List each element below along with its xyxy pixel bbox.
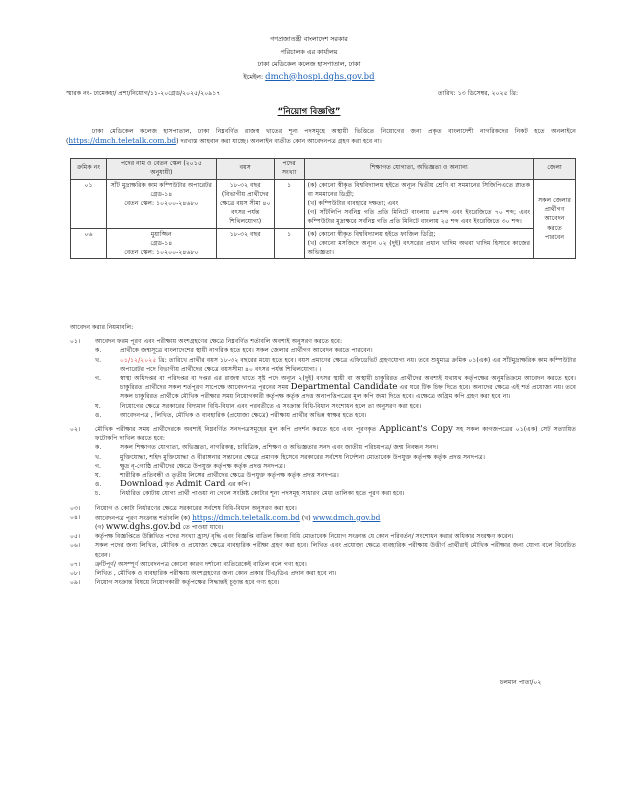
age-cell: ১৮-৩২ বছর [216, 228, 274, 259]
qualification-item: (ক) কোনো স্বীকৃত বিশ্ববিদ্যালয় হইতে ফাজিল ডিগ্রি; [307, 230, 436, 238]
rule-text: নিয়োগ সংক্রান্ত বিষয়ে নিয়োগকারী কর্তৃপক্ষের সিদ্ধান্তই চূড়ান্ত হবে গণ্য হবে। [95, 579, 280, 587]
item-letter: ঙ. [95, 481, 102, 489]
rule-3 [70, 504, 576, 513]
rules-heading: আবেদন করার নিয়মাবলি: [70, 324, 134, 331]
page-title: “নিয়োগ বিজ্ঞপ্তি” [277, 107, 341, 117]
age-note: (বিভাগীয় প্রার্থীদের ক্ষেত্রে বয়স সীমা ৪০ বৎসর পর্যন্ত শিথিলযোগ্য) [219, 190, 271, 226]
vacancy-table [70, 158, 576, 259]
rule-text-part: (খ) [299, 514, 313, 522]
rule-8 [70, 569, 576, 578]
rule-text: লিখিত , মৌখিক ও ব্যবহারিক পরীক্ষায় অংশগ্রহণের জন্য কোন প্রকার টিএ/ডিএ প্রদান করা হবে না। [95, 570, 337, 578]
item-text: সকল শিক্ষাগত যোগ্যতা, অভিজ্ঞতা, নাগরিকত্ব, চারিত্রিক, প্রশিক্ষণ ও অভিজ্ঞতার সনদ এবং জাতীয় পরিচয়পত্র/ জন্ম নিবন্ধন সনদ। [120, 444, 439, 452]
teletalk-link[interactable]: https://dmch.teletalk.com.bd [192, 512, 300, 522]
office-name: পরিচালক এর কার্যালয় [280, 47, 338, 56]
rule-text: ত্রুটিপূর্ণ/ অসম্পূর্ণ আবেদনপত্র কোনো কারণ দর্শানো ব্যতিরেকেই বাতিল বলে গণ্য হবে। [95, 560, 307, 568]
item-letter: ক. [95, 444, 102, 452]
rule-number: ০৫। [70, 533, 81, 541]
rule-9 [70, 578, 576, 587]
serial-cell: ০১ [71, 179, 107, 228]
rule-text: সকল পদের জন্য লিখিত, মৌখিক ও প্রযোজ্য ক্ষেত্রে ব্যবহারিক পরীক্ষা গ্রহণ করা হবে। লিখিত এবং প্রযোজ্য ক্ষেত্রে ব্যবহারিক পরীক্ষায় উত্তীর্ণ প্রার্থীরাই মৌখিক পরীক্ষার জন্য যোগ্য বলে বিবেচিত হবেন। [95, 542, 576, 559]
serial-cell: ০৬ [71, 228, 107, 259]
col-serial: ক্রমিক নং [71, 159, 107, 180]
rule-text: আবেদন ফরম পূরণ এবং পরীক্ষায় অংশগ্রহণের ক্ষেত্রে নিম্নবর্ণিত শর্তাবলি অবশ্যই অনুসরণ করতে হবে: [95, 338, 343, 346]
rule-text-part: মৌখিক পরীক্ষার সময় প্রার্থীদেরকে অবশ্যই নিম্নবর্ণিত সনদপত্রসমূহের মূল কপি প্রদর্শন করতে হবে এবং পূরণকৃত [95, 426, 380, 434]
rule-number: ০৩। [70, 504, 81, 512]
rule-2-item [70, 443, 576, 452]
intro-text-end: ) দরখাস্ত আহবান করা যাচ্ছে। অনলাইন ব্যতীত কোন আবেদনপত্র গ্রহণ করা হবে না। [176, 138, 382, 146]
item-text-rest: খ্রি: তারিখে প্রার্থীর বয়স ১৮-৩২ বছরের মধ্যে হতে হবে। বয়স প্রমাণের ক্ষেত্রে এফিডেভিট গ্রহণযোগ্য নয়। তবে শুধুমাত্র ক্রমিক ০১(এক) এর সাঁটমুদ্রাক্ষরিক কাম কম্পিউটার অপারেটর পদে বিভাগীয় প্রার্থীদের ক্ষেত্রে বয়সসীমা ৪০ বৎসর পর্যন্ত শিথিলযোগ্য। । [120, 356, 576, 373]
count-cell: ১ [274, 179, 304, 228]
district-cell: সকল জেলার প্রার্থীগণ আবেদন করতে পারবেন [534, 179, 576, 259]
rule-2-item [70, 489, 576, 498]
download-term: Download [120, 479, 164, 490]
post-name: মুয়াজ্জিন [150, 230, 172, 238]
pay-scale: বেতন স্কেল: ১০২০০-২৪৬৮০ [124, 200, 199, 207]
rule-1-item [70, 402, 576, 411]
email-link[interactable]: dmch@hospi.dghs.gov.bd [265, 71, 375, 82]
item-letter: খ. [95, 356, 102, 364]
item-text [120, 480, 576, 489]
qualification-cell [304, 179, 533, 228]
rule-text [95, 513, 576, 532]
rule-1-item [70, 356, 576, 374]
count-cell: ১ [274, 228, 304, 259]
item-text-part: স্বাস্থ্য অধিদপ্তর বা পরিদপ্তর বা দপ্তর এর রাজস্ব খাতে সৃষ্ট পদে অন্যূন ২(দুই) বৎসর স্থায়ী বা অস্থায়ী চাকুরিরত প্রার্থীদের অবশ্যই যথাযথ কর্তৃপক্ষের অনুমতিক্রমে আবেদন করতে হবে। চাকুরিরত প্রার্থীদের সকল শর্তপূরণ সাপেক্ষে আবেদনপত্র পূরনের সময় [120, 375, 576, 392]
rule-1 [70, 337, 576, 346]
cutoff-date: ০১/১২/২০২৫ [120, 356, 157, 364]
issue-date: তারিখ: ১৩ ডিসেম্বর, ২০২৫ খ্রি: [438, 90, 519, 97]
rule-text-part: (গ) [95, 524, 106, 532]
item-text: প্রার্থীকে জন্মসূত্রে বাংলাদেশের স্থায়ী নাগরিক হতে হবে। সকল জেলার প্রার্থীগণ আবেদন করতে পারবেন। [120, 347, 373, 355]
item-text-part: এর ঘরে টিক চিহ্ন দিতে হবে। অন্যদের ক্ষেত্রে এই শর্ত প্রযোজ্য নয়। তবে সকল চাকুরিরত প্রার্থীকে মৌখিক পরীক্ষার সময় নিয়োগকারী কর্তৃপক্ষ কর্তৃক প্রদত্ত অনাপত্তিপত্রের মূল কপি জমা দিতে হবে। এক্ষেত্রে অগ্রিম কপি গ্রহণ করা হবে না। [120, 384, 577, 401]
item-letter: ঙ. [95, 411, 102, 419]
teletalk-link[interactable]: https://dmch.teletalk.com.bd [68, 136, 177, 146]
memo-number: স্মারক নং- ঢামেকহা/ প্রশা/নিয়োগ/১১-২০গ্রেড/২০২৫/২০৯১৭ [66, 90, 221, 97]
item-letter: ঘ. [95, 472, 101, 480]
item-text [120, 356, 576, 374]
qualification-item: (খ) কোনো মসজিদে অন্যূন ০২ (দুই) বৎসরের প্রধান খাদিম অথবা খাদিম হিসাবে কাজের অভিজ্ঞতা। [307, 239, 531, 257]
applicant-copy-term: Applicant's Copy [379, 424, 453, 435]
rule-1-item [70, 411, 576, 420]
grade: গ্রেড-১৪ [150, 190, 173, 198]
item-letter: ঘ. [95, 402, 101, 410]
govt-name: গণপ্রজাতন্ত্রী বাংলাদেশ সরকার [270, 35, 348, 43]
item-letter: গ. [95, 462, 102, 470]
rules-section [70, 323, 576, 587]
item-letter: চ. [95, 490, 101, 498]
qualification-item: (ক) কোনো স্বীকৃত বিশ্ববিদ্যালয় হইতে অন্যূন দ্বিতীয় শ্রেণি বা সমমানের সিজিপিএতে স্নাতক বা সমমানের ডিগ্রী; [307, 181, 531, 198]
intro-paragraph [66, 127, 576, 146]
email-line [0, 71, 618, 84]
rule-number: ০২। [70, 426, 81, 434]
continued-page-note: চলমান পাতা/০২ [500, 679, 542, 686]
rule-2-item [70, 480, 576, 489]
item-text: শারীরিক প্রতিবন্ধী ও তৃতীয় লিঙ্গের প্রার্থীদের ক্ষেত্রে উপযুক্ত কর্তৃপক্ষ কর্তৃক প্রদত্ত সনদপত্র। [120, 472, 339, 480]
qualification-cell [304, 228, 533, 259]
item-text: মুক্তিযোদ্ধা, শহিদ মুক্তিযোদ্ধা ও বীরাঙ্গনার সন্তানের ক্ষেত্রে প্রমাণক হিসেবে সরকারের সর্বশেষ নির্দেশনা মোতাবেক উপযুক্ত কর্তৃপক্ষ কর্তৃক প্রদত্ত সনদপত্র। [120, 453, 485, 461]
rule-4 [70, 513, 576, 532]
table-row [71, 179, 576, 228]
col-post: পদের নাম ও বেতন স্কেল (২০১৫ অনুযায়ী) [106, 159, 216, 180]
table-header-row [71, 159, 576, 180]
dmch-website-link[interactable]: www.dmch.gov.bd [312, 512, 381, 522]
item-letter: খ. [95, 453, 102, 461]
item-text-part: এর কপি। [225, 481, 251, 489]
rule-number: ০৬। [70, 542, 81, 550]
rule-2-item [70, 453, 576, 462]
letterhead [0, 33, 618, 83]
rule-2 [70, 425, 576, 443]
rule-number: ০৯। [70, 579, 81, 587]
post-cell [106, 228, 216, 259]
rule-number: ০৪। [70, 513, 81, 521]
age-range: ১৮-৩২ বছর [229, 181, 261, 189]
grade: গ্রেড-১৪ [150, 239, 173, 247]
rule-2-item [70, 462, 576, 471]
admit-card-term: Admit Card [175, 479, 226, 490]
rule-text-part: সহ সকল কাগজপত্রের ০১(এক) সেট সত্যায়িত ফটোকপি দাখিল করতে হবে: [95, 426, 577, 443]
col-count: পদের সংখ্যা [274, 159, 304, 180]
rule-text [95, 425, 576, 443]
item-letter: ক. [95, 347, 102, 355]
item-text-part: কৃত [163, 481, 176, 489]
rule-5 [70, 532, 576, 541]
dghs-website-link[interactable]: www.dghs.gov.bd [105, 522, 181, 533]
rule-text: কর্তৃপক্ষ বিজ্ঞপ্তিতে উল্লিখিত পদের সংখ্যা হ্রাস/ বৃদ্ধি এবং বিজ্ঞপ্তি বাতিল কিংবা বিধি মোতাবেক নিয়োগ সংক্রান্ত যে কোন পরিবর্তন/ সংশোধন করার অধিকার সংরক্ষণ করেন। [95, 533, 514, 541]
rule-text-part: তে পাওয়া যাবে। [180, 524, 224, 532]
rule-6 [70, 541, 576, 559]
col-district: জেলা [534, 159, 576, 180]
col-qualification: শিক্ষাগত যোগ্যতা, অভিজ্ঞতা ও অন্যান্য [304, 159, 533, 180]
rule-7 [70, 560, 576, 569]
departmental-candidate-term: Departmental Candidate [290, 382, 398, 393]
intro-text: ঢাকা মেডিকেল কলেজ হাসপাতাল, ঢাকা নিম্নবর্ণিত রাজস্ব খাতের শূন্য পদসমূহে অস্থায়ী ভিত্তিতে নিয়োগের জন্য প্রকৃত বাংলাদেশী নাগরিকদের নিকট হতে অনলাইনে ( [66, 128, 576, 146]
email-label: ইমেইল: [243, 72, 264, 81]
post-name: সাঁট মুদ্রাক্ষরিক কাম কম্পিউটার অপারেটর [110, 181, 212, 189]
qualification-item: (খ) কম্পিউটার ব্যবহারে দক্ষতা; এবং [307, 200, 399, 207]
item-text: ক্ষুদ্র নৃ-গোষ্ঠি প্রার্থীদের ক্ষেত্রে উপযুক্ত কর্তৃপক্ষ কর্তৃক প্রদত্ত সনদপত্র। [120, 462, 286, 470]
pay-scale: বেতন স্কেল: ১০২০০-২৪৬৮০ [124, 249, 199, 257]
age-cell [216, 179, 274, 228]
qualification-item: (গ) সাঁটলিপি সর্বনিম্ন গতি প্রতি মিনিটে বাংলায় ৪৫শব্দ এবং ইংরেজিতে ৭০ শব্দ; এবং কম্পিউটার মুদ্রাক্ষরে সর্বনিম্ন গতি প্রতি মিনিটে বাংলায় ২৫ শব্দ এবং ইংরেজিতে ৩০ শব্দ। [307, 209, 531, 226]
rule-number: ০১। [70, 338, 81, 346]
rule-number: ০৮। [70, 570, 81, 578]
table-row [71, 228, 576, 259]
item-letter: গ. [95, 375, 102, 383]
rule-1-item [70, 346, 576, 355]
rule-text: নিয়োগ ও কোটা নির্ধারণের ক্ষেত্রে সরকারের সর্বশেষ বিধি-বিধান অনুসরণ করা হবে। [95, 504, 297, 512]
post-cell [106, 179, 216, 228]
rule-text-part: আবেদনপত্র পূরণ সংক্রান্ত শর্তাবলি (ক) [95, 514, 193, 522]
item-text: নির্ধারিত কোটায় যোগ্য প্রার্থী পাওয়া না গেলে সংশ্লিষ্ট কোটার শূন্য পদসমূহ সাধারণ মেধা তালিকা হতে পূরণ করা হবে। [120, 490, 405, 498]
institution-name: ঢাকা মেডিকেল কলেজ হাসপাতাল, ঢাকা [257, 60, 361, 68]
item-text: নিয়োগের ক্ষেত্রে সরকারের বিদ্যমান বিধি-বিধান এবং পরবর্তীতে এ সংক্রান্ত বিধি-বিধান সংশোধন হলে তা অনুসরণ করা হবে। [120, 402, 422, 410]
item-text [120, 374, 576, 402]
col-age: বয়স [216, 159, 274, 180]
item-text: আবেদনপত্র , লিখিত, মৌখিক ও ব্যবহারিক (প্রযোজ্য ক্ষেত্রে) পরীক্ষায় প্রার্থীর অভিন্ন স্বাক্ষর হতে হবে। [120, 411, 367, 419]
rule-number: ০৭। [70, 560, 81, 568]
rule-1-item [70, 374, 576, 402]
